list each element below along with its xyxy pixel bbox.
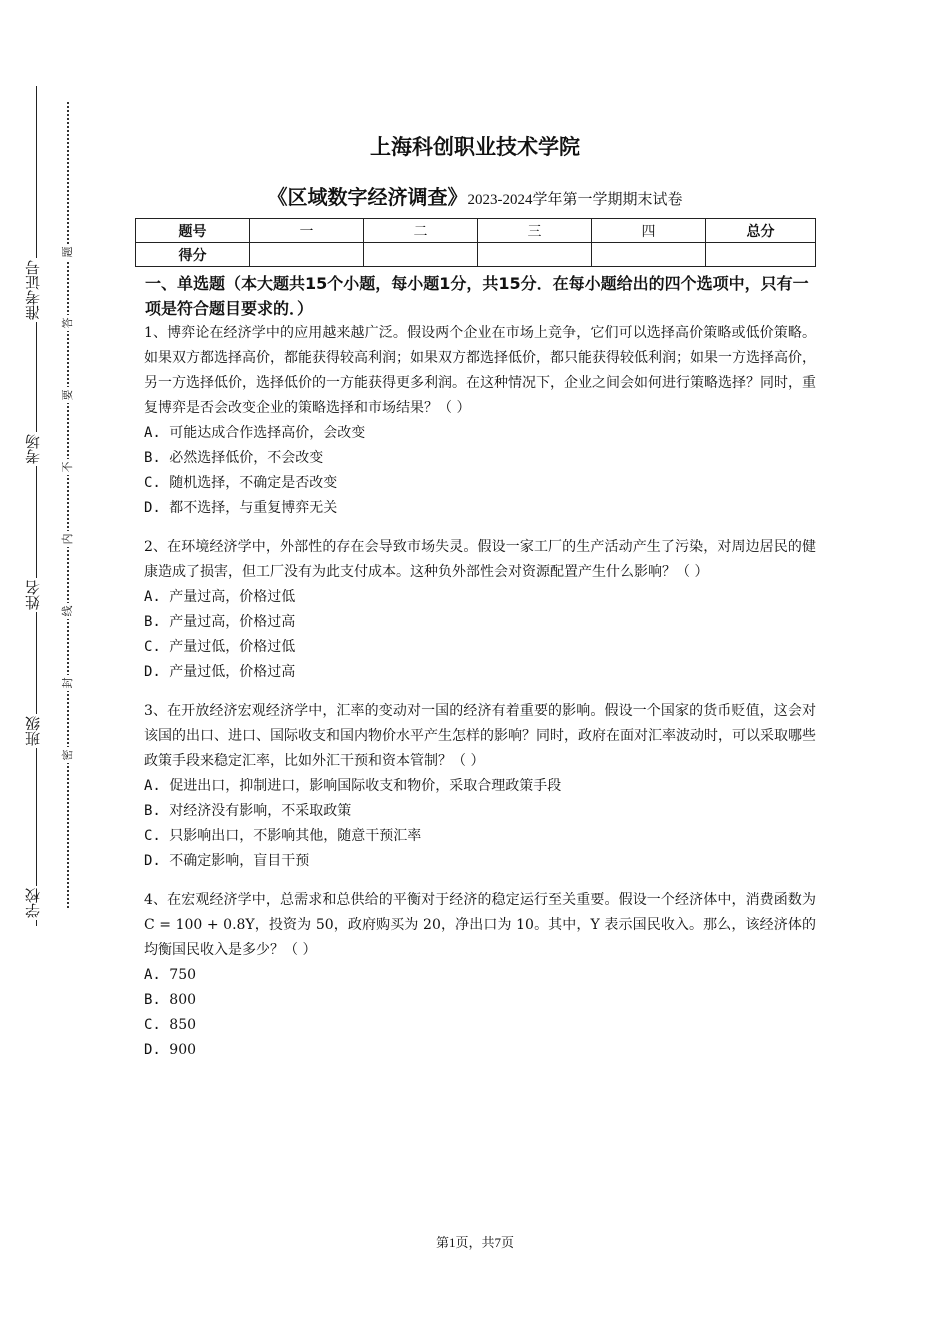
question bbox=[144, 888, 816, 1063]
option[interactable] bbox=[144, 446, 816, 471]
score-header-cell: 三 bbox=[478, 219, 592, 243]
option-text: 促进出口，抑制进口，影响国际收支和物价，采取合理政策手段 bbox=[169, 778, 562, 794]
option-key: D. bbox=[144, 500, 161, 516]
score-header-cell: 一 bbox=[250, 219, 364, 243]
option[interactable] bbox=[144, 421, 816, 446]
score-header-cell: 四 bbox=[592, 219, 706, 243]
option[interactable] bbox=[144, 471, 816, 496]
question bbox=[144, 699, 816, 874]
option-key: C. bbox=[144, 475, 161, 491]
option-text: 必然选择低价，不会改变 bbox=[169, 450, 324, 466]
question bbox=[144, 321, 816, 521]
option-key: D. bbox=[144, 853, 161, 869]
option[interactable] bbox=[144, 963, 816, 988]
option[interactable] bbox=[144, 988, 816, 1013]
option-key: A. bbox=[144, 967, 161, 983]
option[interactable] bbox=[144, 610, 816, 635]
option-text: 对经济没有影响，不采取政策 bbox=[169, 803, 352, 819]
score-header-row bbox=[136, 219, 816, 243]
option-key: D. bbox=[144, 1042, 161, 1058]
question bbox=[144, 535, 816, 685]
seal-dotted-line bbox=[67, 102, 69, 908]
option-text: 不确定影响，盲目干预 bbox=[169, 853, 310, 869]
question-stem: 3、在开放经济宏观经济学中，汇率的变动对一国的经济有着重要的影响。假设一个国家的货币贬值，这会对该国的出口、进口、国际收支和国内物价水平产生怎样的影响？同时，政府在面对汇率波动时，可以采取哪些政策手段来稳定汇率，比如外汇干预和资本管制？（ ） bbox=[144, 703, 816, 769]
question-stem: 1、博弈论在经济学中的应用越来越广泛。假设两个企业在市场上竞争，它们可以选择高价策略或低价策略。如果双方都选择高价，都能获得较高利润；如果双方都选择低价，都只能获得较低利润；如果一方选择高价，另一方选择低价，选择低价的一方能获得更多利润。在这种情况下，企业之间会如何进行策略选择？同时，重复博弈是否会改变企业的策略选择和市场结果？（ ） bbox=[144, 325, 816, 416]
score-value-row bbox=[136, 243, 816, 267]
option-text: 产量过高，价格过高 bbox=[169, 614, 296, 630]
option-text: 都不选择，与重复博弈无关 bbox=[169, 500, 338, 516]
score-header-cell: 总分 bbox=[706, 219, 816, 243]
question-list bbox=[144, 321, 816, 1063]
option-text: 可能达成合作选择高价，会改变 bbox=[169, 425, 366, 441]
option-key: C. bbox=[144, 639, 161, 655]
binding-line bbox=[36, 86, 37, 926]
option[interactable] bbox=[144, 849, 816, 874]
seal-char: 要 bbox=[61, 387, 75, 403]
label-name: 姓名 bbox=[18, 578, 48, 612]
exam-title bbox=[0, 181, 950, 210]
label-exam-number: 准考证号 bbox=[18, 258, 48, 322]
section-title: 一、单选题（本大题共15个小题，每小题1分，共15分．在每小题给出的四个选项中，只有一项是符合题目要求的．） bbox=[145, 274, 809, 318]
option-text: 800 bbox=[169, 992, 197, 1008]
option-key: C. bbox=[144, 1017, 161, 1033]
score-cell[interactable] bbox=[364, 243, 478, 267]
score-table bbox=[135, 218, 816, 267]
option[interactable] bbox=[144, 774, 816, 799]
question-content bbox=[144, 271, 816, 1063]
label-class: 班级 bbox=[18, 714, 48, 748]
option-key: B. bbox=[144, 450, 161, 466]
option-key: A. bbox=[144, 778, 161, 794]
option-text: 只影响出口，不影响其他，随意干预汇率 bbox=[169, 828, 422, 844]
option-text: 产量过低，价格过低 bbox=[169, 639, 296, 655]
option-text: 900 bbox=[169, 1042, 197, 1058]
option-key: D. bbox=[144, 664, 161, 680]
question-stem: 2、在环境经济学中，外部性的存在会导致市场失灵。假设一家工厂的生产活动产生了污染，对周边居民的健康造成了损害，但工厂没有为此支付成本。这种负外部性会对资源配置产生什么影响？（ ） bbox=[144, 539, 816, 580]
option-key: B. bbox=[144, 614, 161, 630]
seal-char: 不 bbox=[61, 459, 75, 475]
seal-char: 线 bbox=[61, 603, 75, 619]
option[interactable] bbox=[144, 1013, 816, 1038]
seal-char: 内 bbox=[61, 531, 75, 547]
label-school: 学校 bbox=[18, 886, 48, 920]
score-header-cell: 二 bbox=[364, 219, 478, 243]
page-footer: 第1页，共7页 bbox=[435, 1235, 514, 1250]
seal-char: 密 bbox=[61, 747, 75, 763]
option[interactable] bbox=[144, 799, 816, 824]
option[interactable] bbox=[144, 660, 816, 685]
option-key: C. bbox=[144, 828, 161, 844]
term-title: 2023-2024学年第一学期期末试卷 bbox=[467, 192, 683, 208]
option[interactable] bbox=[144, 1038, 816, 1063]
option-key: A. bbox=[144, 589, 161, 605]
score-cell[interactable] bbox=[592, 243, 706, 267]
question-stem: 4、在宏观经济学中，总需求和总供给的平衡对于经济的稳定运行至关重要。假设一个经济体中，消费函数为 C = 100 + 0.8Y，投资为 50，政府购买为 20，净出口为 10。其中，Y 表示国民收入。那么，该经济体的均衡国民收入是多少？（ ） bbox=[144, 892, 816, 958]
course-title: 《区域数字经济调查》 bbox=[267, 185, 468, 209]
score-row-label: 得分 bbox=[136, 243, 250, 267]
score-header-cell: 题号 bbox=[136, 219, 250, 243]
score-cell[interactable] bbox=[478, 243, 592, 267]
option-key: A. bbox=[144, 425, 161, 441]
option-text: 850 bbox=[169, 1017, 197, 1033]
score-cell[interactable] bbox=[706, 243, 816, 267]
option[interactable] bbox=[144, 585, 816, 610]
option-key: B. bbox=[144, 992, 161, 1008]
school-title: 上海科创职业技术学院 bbox=[370, 135, 580, 159]
option-text: 750 bbox=[169, 967, 197, 983]
option[interactable] bbox=[144, 496, 816, 521]
option-text: 产量过低，价格过高 bbox=[169, 664, 296, 680]
label-exam-room: 考场 bbox=[18, 432, 48, 466]
seal-char: 题 bbox=[61, 244, 75, 260]
option-text: 随机选择，不确定是否改变 bbox=[169, 475, 338, 491]
seal-char: 封 bbox=[61, 675, 75, 691]
seal-char: 答 bbox=[61, 315, 75, 331]
option-text: 产量过高，价格过低 bbox=[169, 589, 296, 605]
option-key: B. bbox=[144, 803, 161, 819]
option[interactable] bbox=[144, 824, 816, 849]
score-cell[interactable] bbox=[250, 243, 364, 267]
option[interactable] bbox=[144, 635, 816, 660]
